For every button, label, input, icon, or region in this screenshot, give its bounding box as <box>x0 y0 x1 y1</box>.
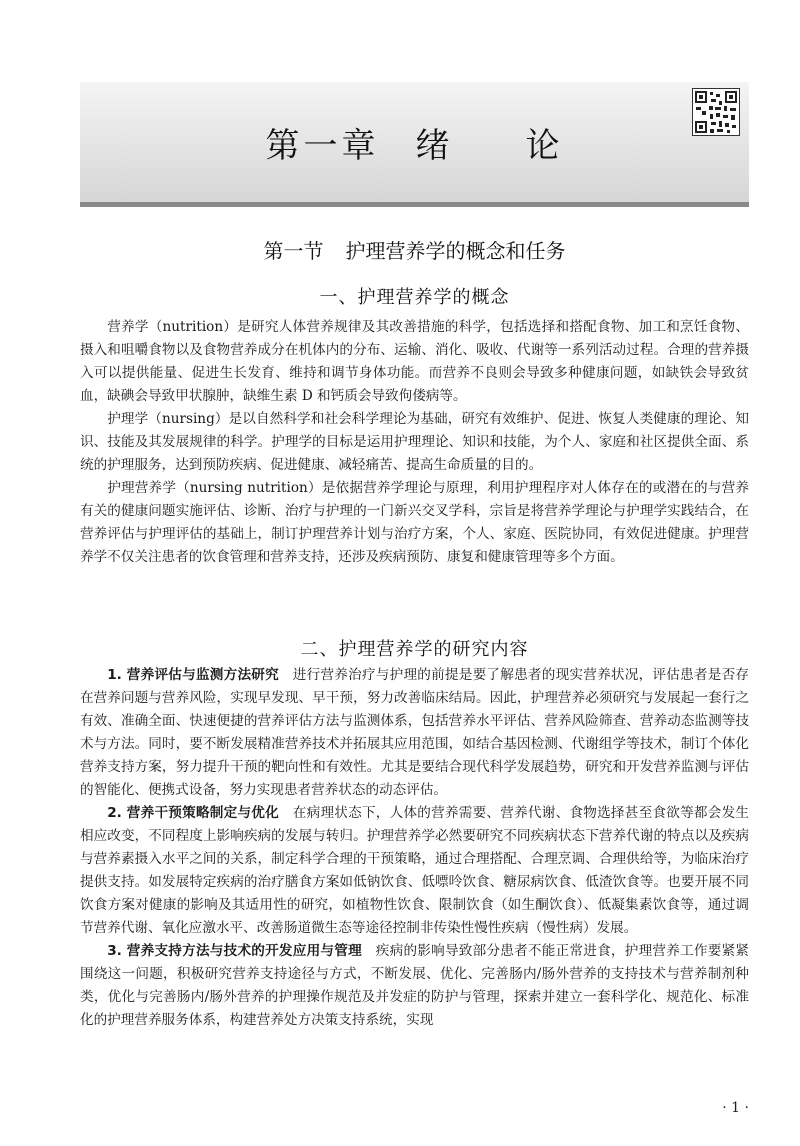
research-item-lead: 2. 营养干预策略制定与优化 <box>107 805 279 821</box>
chapter-title-word1: 绪 <box>415 126 454 166</box>
paragraph: 营养学（nutrition）是研究人体营养规律及其改善措施的科学，包括选择和搭配食物、加工和烹饪食物、摄入和咀嚼食物以及食物营养成分在机体内的分布、运输、消化、吸收、代谢等一系列活动过程。合理的营养摄入可以提供能量、促进生长发育、维持和调节身体功能。而营养不良则会导致多种健康问题，如缺铁会导致贫血，缺碘会导致甲状腺肿，缺维生素 D 和钙质会导致佝偻病等。 <box>80 319 749 404</box>
page-number: · 1 · <box>722 1100 749 1116</box>
chapter-title-number: 第一章 <box>265 126 380 166</box>
research-item-text: 进行营养治疗与护理的前提是要了解患者的现实营养状况，评估患者是否存在营养问题与营养风险，实现早发现、早干预，努力改善临床结局。因此，护理营养必须研究与发展起一套行之有效、准确全面、快速便捷的营养评估方法与监测体系，包括营养水平评估、营养风险筛查、营养动态监测等技术与方法。同时，要不断发展精准营养技术并拓展其应用范围，如结合基因检测、代谢组学等技术，制订个体化营养支持方案，努力提升干预的靶向性和有效性。尤其是要结合现代科学发展趋势，研究和开发营养监测与评估的智能化、便携式设备，努力实现患者营养状态的动态评估。 <box>80 667 750 798</box>
paragraph: 护理营养学（nursing nutrition）是依据营养学理论与原理，利用护理程序对人体存在的或潜在的与营养有关的健康问题实施评估、诊断、治疗与护理的一门新兴交叉学科，宗旨是将营养学理论与护理学实践结合，在营养评估与护理评估的基础上，制订护理营养计划与治疗方案，个人、家庭、医院协同，有效促进健康。护理营养学不仅关注患者的饮食管理和营养支持，还涉及疾病预防、康复和健康管理等多个方面。 <box>80 480 749 565</box>
research-item <box>80 664 749 802</box>
research-item-text: 疾病的影响导致部分患者不能正常进食，护理营养工作要紧紧围绕这一问题，积极研究营养支持途径与方式，不断发展、优化、完善肠内/肠外营养的支持技术与营养制剂种类，优化与完善肠内/肠外营养的护理操作规范及并发症的防护与管理，探索并建立一套科学化、规范化、标准化的护理营养服务体系，构建营养处方决策支持系统，实现 <box>80 943 750 1028</box>
section-number: 第一节 <box>263 239 324 263</box>
research-item-text: 在病理状态下，人体的营养需要、营养代谢、食物选择甚至食欲等都会发生相应改变，不同程度上影响疾病的发展与转归。护理营养学必然要研究不同疾病状态下营养代谢的特点以及疾病与营养素摄入水平之间的关系，制定科学合理的干预策略，通过合理搭配、合理烹调、合理供给等，为临床治疗提供支持。如发展特定疾病的治疗膳食方案如低钠饮食、低嘌呤饮食、糖尿病饮食、低渣饮食等。也要开展不同饮食方案对健康的影响及其适用性的研究，如植物性饮食、限制饮食（如生酮饮食）、低凝集素饮食等，通过调节营养代谢、氧化应激水平、改善肠道微生态等途径控制非传染性慢性疾病（慢性病）发展。 <box>80 805 750 936</box>
section-name: 护理营养学的概念和任务 <box>345 239 566 263</box>
research-item <box>80 940 749 1032</box>
banner-divider <box>80 202 749 207</box>
concept-body <box>80 316 749 569</box>
research-item-lead: 1. 营养评估与监测方法研究 <box>107 667 279 683</box>
paragraph: 护理学（nursing）是以自然科学和社会科学理论为基础，研究有效维护、促进、恢复人类健康的理论、知识、技能及其发展规律的科学。护理学的目标是运用护理理论、知识和技能，为个人、家庭和社区提供全面、系统的护理服务，达到预防疾病、促进健康、减轻痛苦、提高生命质量的目的。 <box>80 411 749 473</box>
section-title <box>80 235 749 267</box>
subheading-research: 二、护理营养学的研究内容 <box>300 639 529 660</box>
research-item-lead: 3. 营养支持方法与技术的开发应用与管理 <box>107 943 362 959</box>
subheading-concept: 一、护理营养学的概念 <box>319 287 510 308</box>
research-body <box>80 664 749 1032</box>
research-item <box>80 802 749 940</box>
chapter-title <box>80 122 749 170</box>
chapter-title-word2: 论 <box>525 126 564 166</box>
